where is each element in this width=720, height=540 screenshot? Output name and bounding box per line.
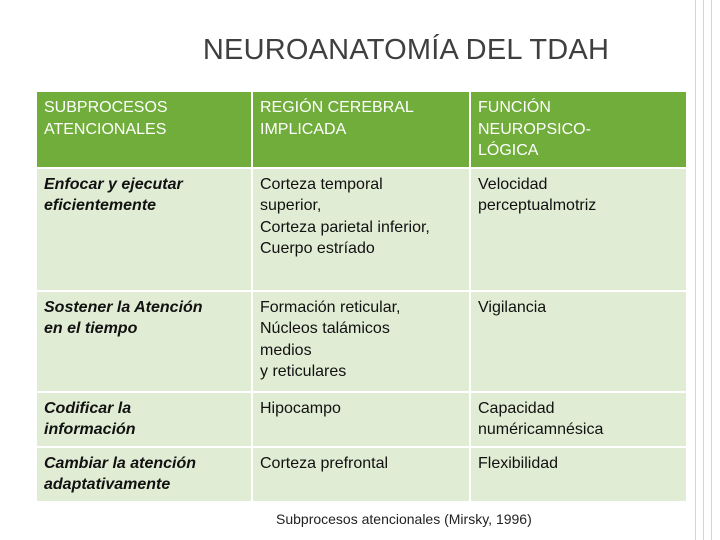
cell-subproceso — [36, 447, 252, 502]
cell-line: Sostener la Atención — [44, 298, 203, 316]
neuroanatomy-table — [35, 90, 688, 503]
slide-edge-line-1 — [695, 0, 696, 540]
slide-edge-line-2 — [703, 0, 704, 540]
cell-line: Cuerpo estríado — [260, 240, 375, 257]
cell-line: Núcleos talámicos — [260, 320, 390, 337]
table-caption: Subprocesos atencionales (Mirsky, 1996) — [276, 511, 532, 527]
header-row — [36, 91, 687, 168]
cell-subproceso — [36, 392, 252, 447]
cell-subproceso — [36, 168, 252, 291]
header-funcion — [470, 91, 687, 168]
cell-line: en el tiempo — [44, 320, 138, 337]
cell-line: Vigilancia — [478, 298, 547, 316]
header-subprocesos-line: ATENCIONALES — [44, 120, 167, 138]
cell-line: Corteza parietal inferior, — [260, 218, 430, 236]
cell-line: Cambiar la atención — [44, 454, 197, 472]
cell-region — [252, 168, 470, 291]
table-row — [36, 291, 687, 392]
cell-region — [252, 392, 470, 447]
cell-line: Formación reticular, — [260, 298, 401, 316]
cell-region — [252, 447, 470, 502]
header-region-line: IMPLICADA — [260, 120, 347, 138]
cell-line: numéricamnésica — [478, 421, 604, 438]
cell-region — [252, 291, 470, 392]
cell-line: Enfocar y ejecutar — [44, 175, 183, 193]
cell-line: Corteza prefrontal — [260, 454, 389, 472]
cell-line: adaptativamente — [44, 476, 171, 493]
header-subprocesos — [36, 91, 252, 168]
table-row — [36, 168, 687, 291]
cell-line: medios — [260, 341, 312, 359]
cell-funcion — [470, 392, 687, 447]
header-region-line: REGIÓN CEREBRAL — [260, 99, 414, 116]
table-row — [36, 447, 687, 502]
table-row — [36, 392, 687, 447]
cell-line: Hipocampo — [260, 399, 341, 417]
cell-line: Codificar la — [44, 399, 132, 417]
cell-line: superior, — [260, 197, 322, 214]
cell-funcion — [470, 447, 687, 502]
header-subprocesos-line: SUBPROCESOS — [44, 99, 168, 116]
cell-line: y reticulares — [260, 363, 347, 380]
header-region — [252, 91, 470, 168]
cell-line: perceptualmotriz — [478, 197, 597, 214]
header-funcion-line: LÓGICA — [478, 142, 539, 159]
header-funcion-line: NEUROPSICO- — [478, 120, 591, 138]
slide-title: NEUROANATOMÍA DEL TDAH — [202, 34, 610, 66]
cell-line: Flexibilidad — [478, 454, 559, 472]
cell-funcion — [470, 168, 687, 291]
cell-subproceso — [36, 291, 252, 392]
cell-line: Capacidad — [478, 399, 555, 417]
slide-edge-line-3 — [711, 0, 712, 540]
header-funcion-line: FUNCIÓN — [478, 99, 551, 116]
cell-line: Velocidad — [478, 175, 548, 193]
cell-line: información — [44, 421, 136, 438]
cell-funcion — [470, 291, 687, 392]
cell-line: eficientemente — [44, 197, 157, 214]
cell-line: Corteza temporal — [260, 175, 383, 193]
